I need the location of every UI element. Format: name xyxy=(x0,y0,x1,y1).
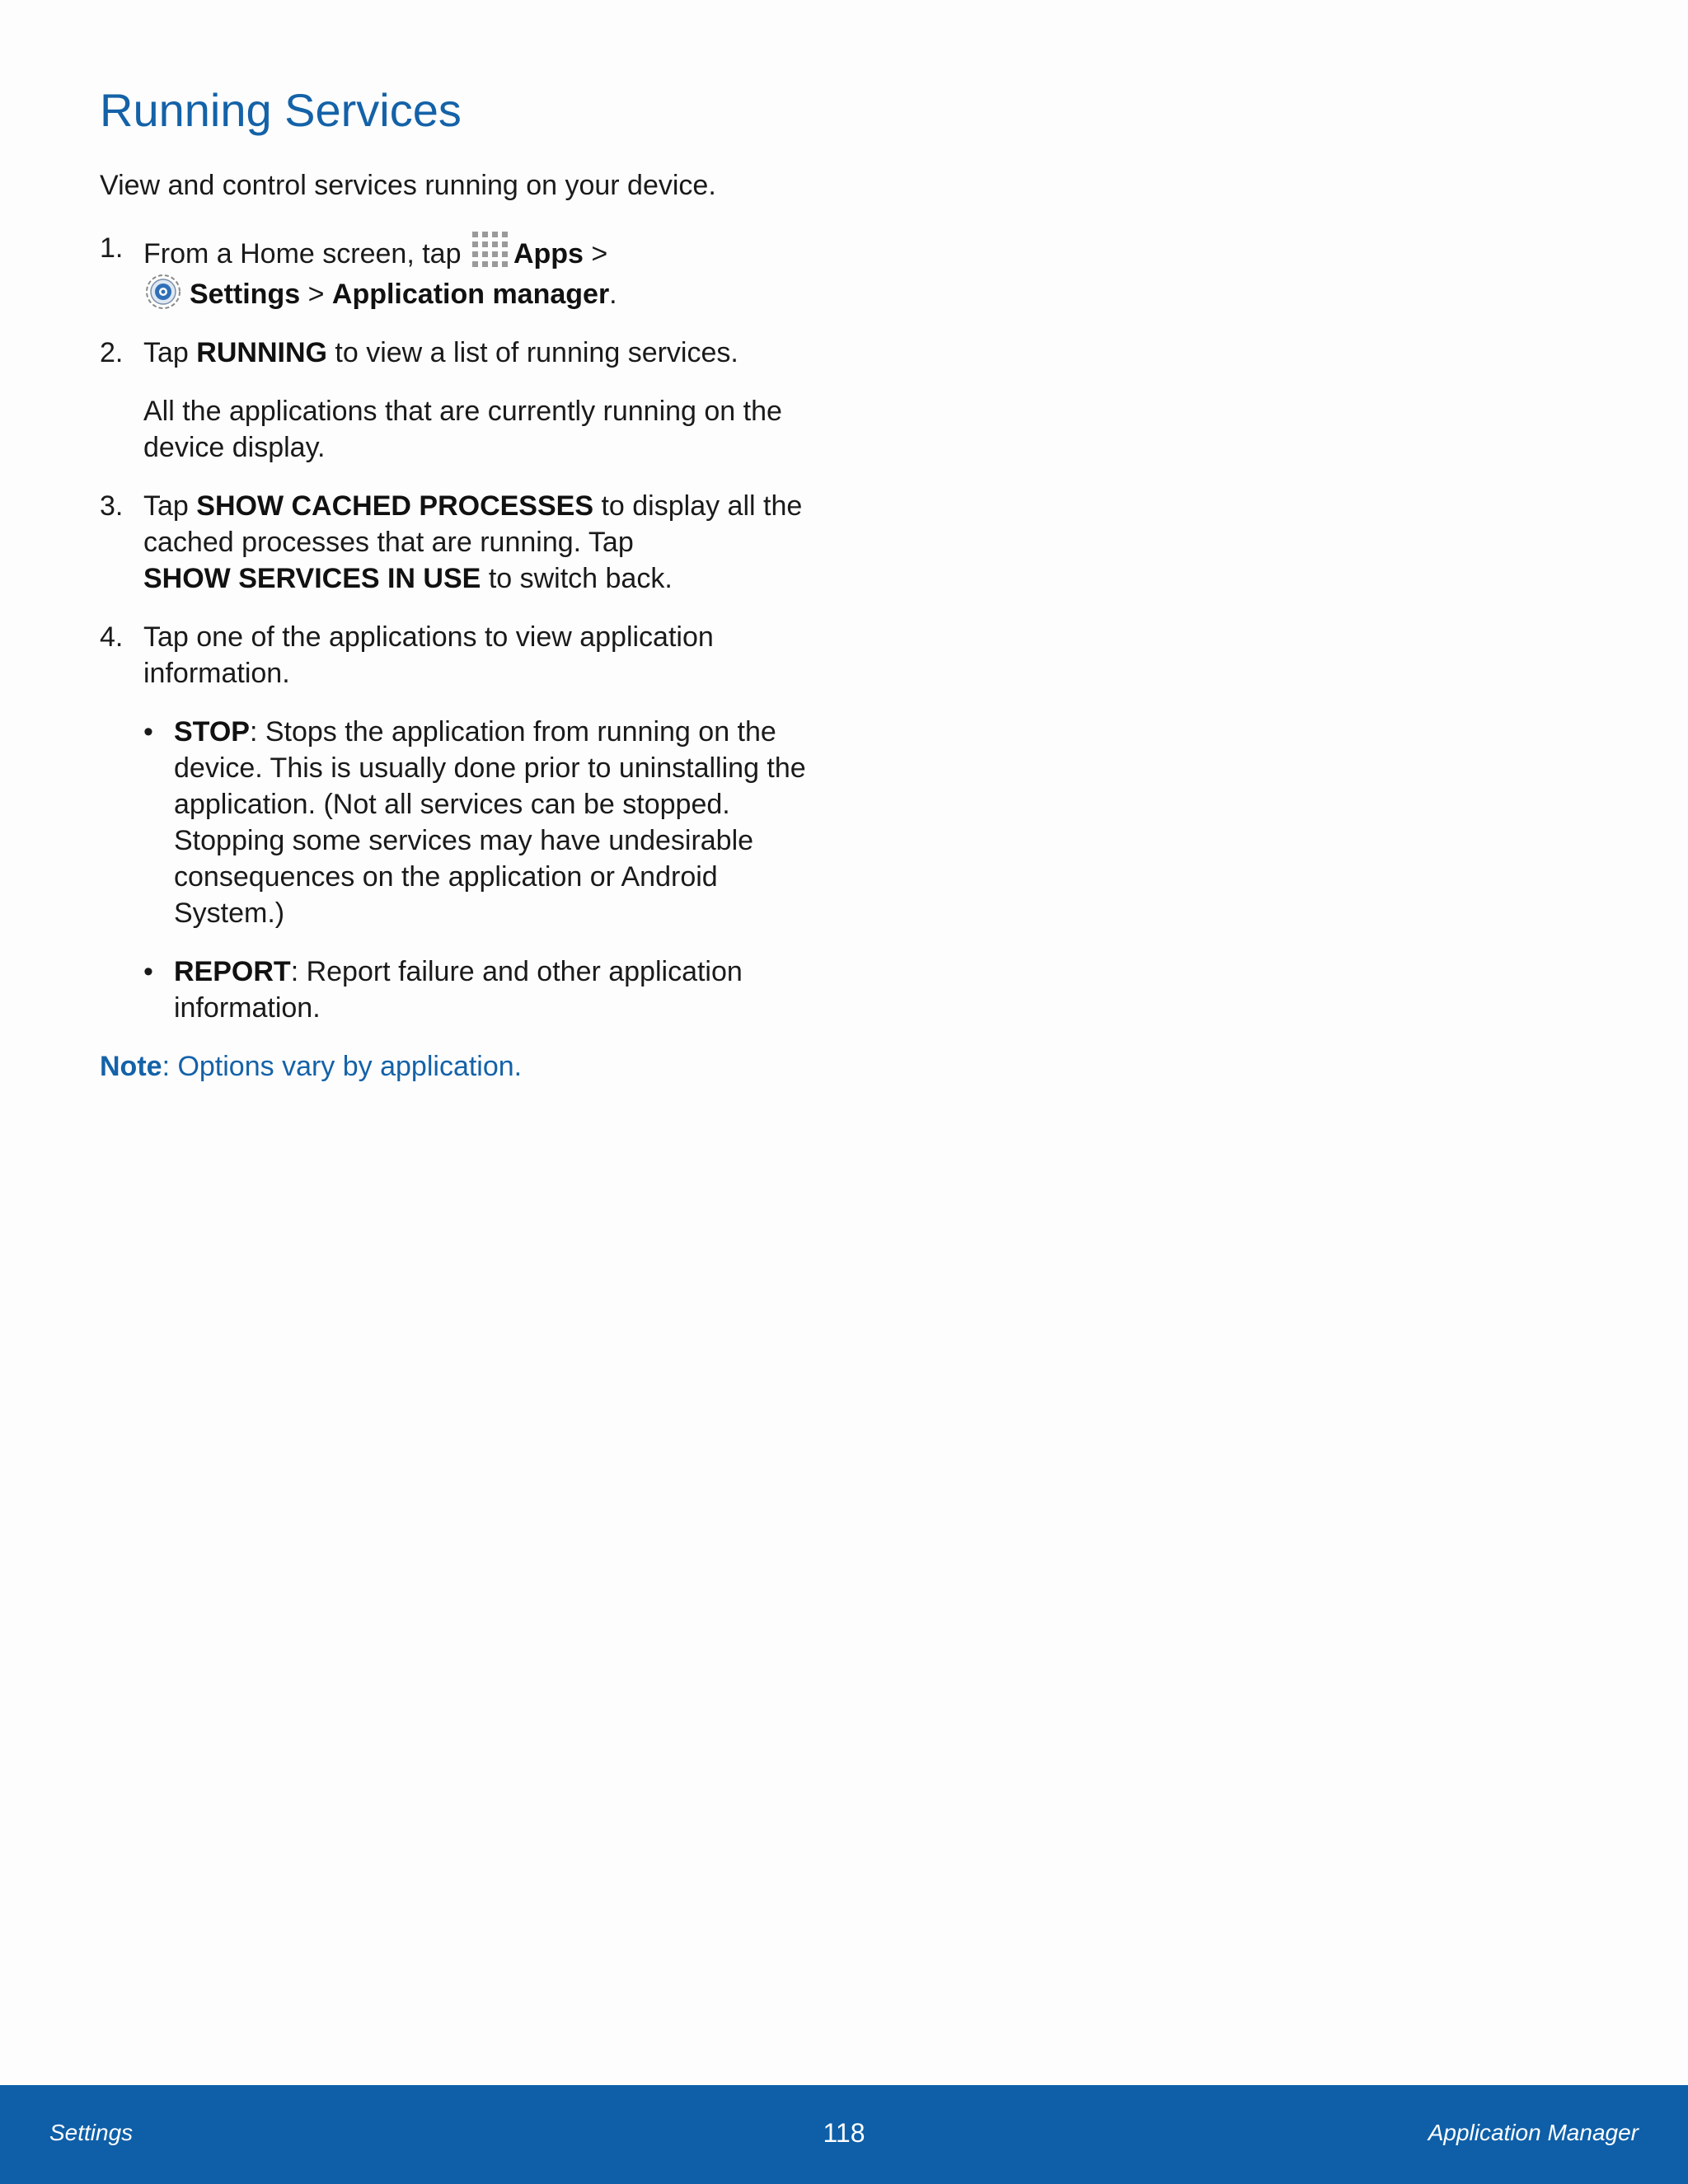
note-label: Note xyxy=(100,1051,162,1083)
period: . xyxy=(609,279,617,311)
separator: > xyxy=(307,279,325,311)
apps-grid-icon xyxy=(471,230,510,269)
stop-description: : Stops the application from running on the device. This is usually done prior to uninstalling the application. (Not all services can be stopped. Stopping some services may have undesirable consequences on the application or Android System.) xyxy=(174,716,806,930)
step-text: Tap xyxy=(143,490,189,523)
list-item xyxy=(143,954,825,1026)
step-1 xyxy=(100,230,825,312)
note-text: : Options vary by application. xyxy=(162,1051,523,1083)
list-item xyxy=(143,714,825,931)
step-number: 4. xyxy=(100,621,124,654)
footer-section-right: Application Manager xyxy=(1428,2120,1639,2145)
note xyxy=(100,1048,825,1085)
page-number: 118 xyxy=(823,2118,865,2148)
application-manager-label: Application manager xyxy=(331,279,610,311)
show-cached-processes-label: SHOW CACHED PROCESSES xyxy=(196,490,594,523)
settings-label: Settings xyxy=(190,279,301,311)
bullet-icon: • xyxy=(143,716,153,748)
step-4 xyxy=(100,619,825,1026)
step-2 xyxy=(100,335,825,466)
footer-section-left: Settings xyxy=(49,2120,134,2145)
page-content xyxy=(100,82,825,1113)
page-title: Running Services xyxy=(100,84,462,136)
option-list xyxy=(143,714,825,1026)
step-3 xyxy=(100,488,825,597)
step-text: to display all the cached processes that are running. Tap xyxy=(143,490,803,559)
settings-gear-icon xyxy=(143,272,183,312)
show-services-in-use-label: SHOW SERVICES IN USE xyxy=(143,563,481,595)
step-subtext: All the applications that are currently running on the device display. xyxy=(143,396,782,464)
bullet-icon: • xyxy=(143,956,153,988)
report-description: : Report failure and other application information. xyxy=(174,956,743,1024)
page-footer xyxy=(0,2085,1688,2184)
step-number: 1. xyxy=(100,232,124,265)
stop-term: STOP xyxy=(174,716,250,748)
apps-label: Apps xyxy=(513,238,584,270)
step-text: From a Home screen, tap xyxy=(143,238,462,270)
step-text: Tap xyxy=(143,337,189,369)
step-number: 3. xyxy=(100,490,124,523)
step-text: to switch back. xyxy=(488,563,673,595)
report-term: REPORT xyxy=(174,956,291,988)
step-text: Tap one of the applications to view application information. xyxy=(143,621,714,690)
running-label: RUNNING xyxy=(196,337,327,369)
step-text: to view a list of running services. xyxy=(335,337,738,369)
intro-text: View and control services running on your device. xyxy=(100,170,716,202)
separator: > xyxy=(591,238,608,270)
step-number: 2. xyxy=(100,337,124,369)
